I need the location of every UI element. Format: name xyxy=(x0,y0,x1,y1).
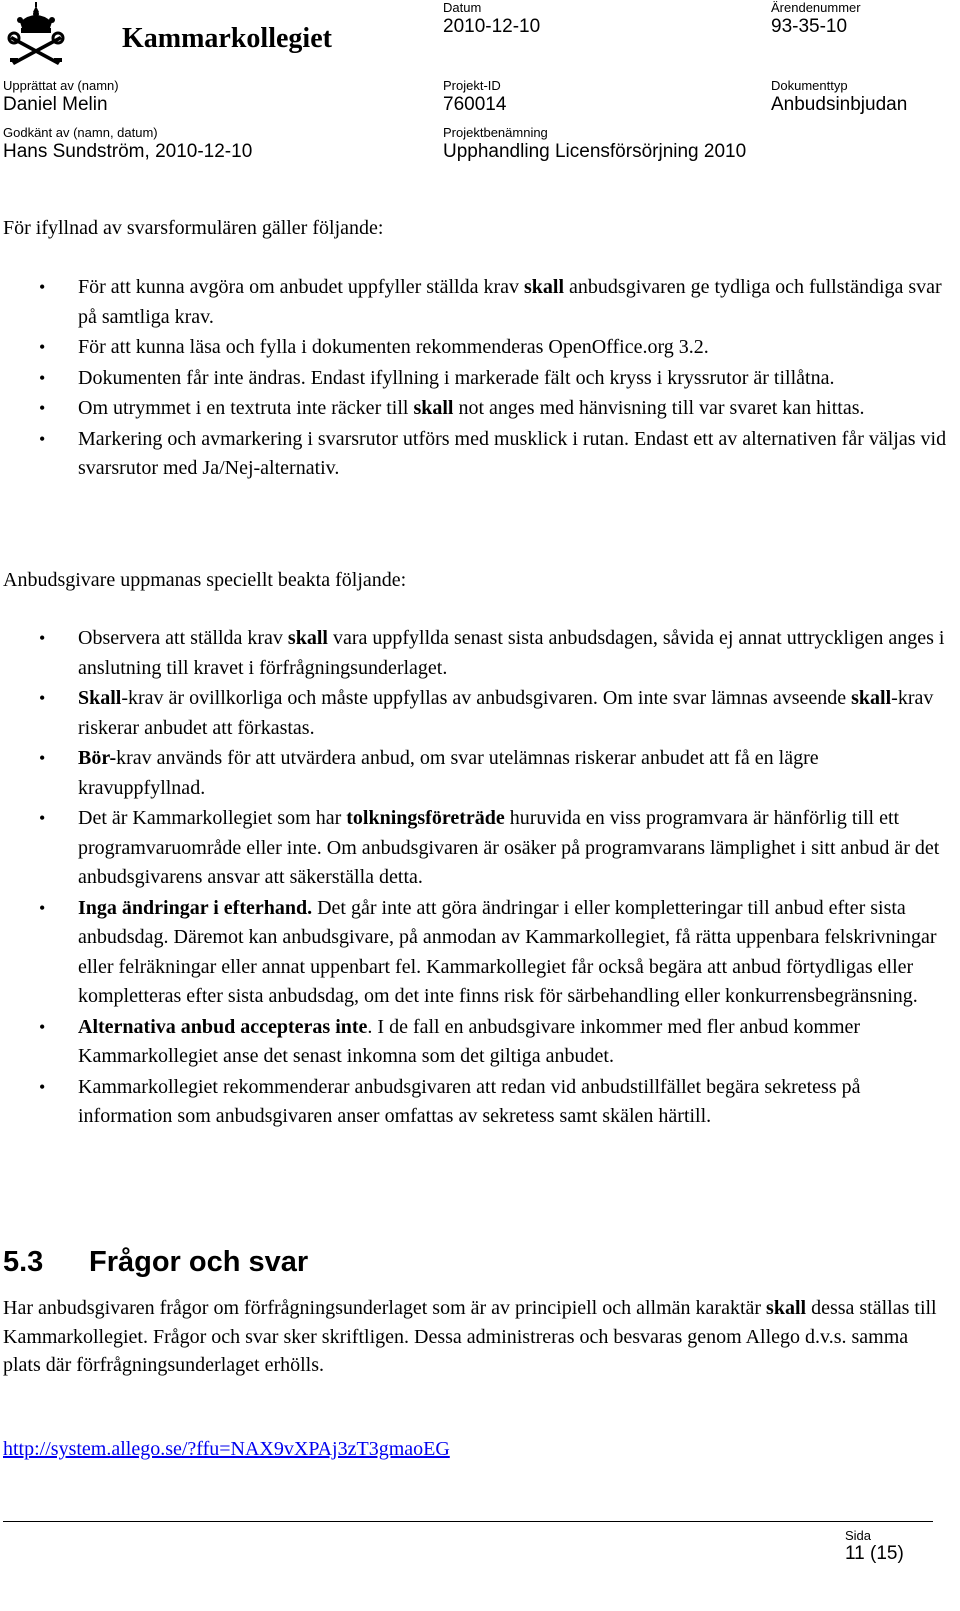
item-text-post: anbudsgivaren ge tydliga och fullständiga svar på samtliga krav. xyxy=(78,276,942,328)
dokumenttyp-value: Anbudsinbjudan xyxy=(771,94,908,115)
godkant-value: Hans Sundström, 2010-12-10 xyxy=(3,141,253,162)
section2-bullet-list xyxy=(0,624,960,1133)
logo-wordmark: Kammarkollegiet xyxy=(122,23,332,54)
header-arendenummer xyxy=(771,0,861,39)
list-item xyxy=(0,744,960,803)
item-text-pre: Markering och avmarkering i svarsrutor utförs med musklick i rutan. Endast ett av alternativen får väljas vid svarsrutor med Ja/Nej-alternativ. xyxy=(78,427,947,479)
item-text-bold: Inga ändringar i efterhand. xyxy=(78,896,313,919)
item-text-post: huruvida en viss programvara är hänförlig till ett programvaruområde eller inte. Om anbudsgivaren är osäker på programvarans lämplighet i sitt anbud är det anbudsgivarens ansvar att säkerställa detta. xyxy=(78,807,940,888)
datum-value: 2010-12-10 xyxy=(443,16,541,37)
datum-label: Datum xyxy=(443,0,482,15)
item-text-post: vara uppfyllda senast sista anbudsdagen, såvida ej annat uttryckligen anges i anslutning till kravet i förfrågningsunderlaget. xyxy=(78,627,945,679)
bullet-icon: • xyxy=(39,897,46,918)
item-text-pre: Dokumenten får inte ändras. Endast ifyllning i markerade fält och kryss i kryssrutor är tillåtna. xyxy=(78,366,835,389)
section-title: Frågor och svar xyxy=(89,1246,309,1278)
item-text-post: . I de fall en anbudsgivare inkommer med fler anbud kommer Kammarkollegiet anse det senast inkomna som det giltiga anbudet. xyxy=(78,1015,861,1067)
header-upprattat xyxy=(3,78,119,117)
para-bold: skall xyxy=(766,1297,807,1319)
arendenummer-value: 93-35-10 xyxy=(771,16,848,37)
bullet-icon: • xyxy=(39,1016,46,1037)
bullet-icon: • xyxy=(39,428,46,449)
projektbenamning-value: Upphandling Licensförsörjning 2010 xyxy=(443,141,747,162)
item-text-bold: Skall xyxy=(78,687,122,709)
section-number: 5.3 xyxy=(3,1246,44,1278)
footer-divider xyxy=(3,1521,933,1522)
item-text-pre: Observera att ställda krav xyxy=(78,627,288,649)
item-text-pre: För att kunna avgöra om anbudet uppfyller ställda krav xyxy=(78,276,524,298)
dokumenttyp-label: Dokumenttyp xyxy=(771,78,848,93)
section-heading xyxy=(3,1244,308,1280)
bullet-icon: • xyxy=(39,1076,46,1097)
bullet-icon: • xyxy=(39,337,46,357)
item-text-bold2: skall xyxy=(851,687,892,709)
page-number: 11 (15) xyxy=(845,1543,904,1564)
header-dokumenttyp xyxy=(771,78,907,117)
header-datum xyxy=(443,0,540,39)
item-text-bold: skall xyxy=(524,276,565,298)
bullet-icon: • xyxy=(39,367,46,388)
item-text-bold: Alternativa anbud accepteras inte xyxy=(78,1015,368,1038)
upprattat-value: Daniel Melin xyxy=(3,94,108,115)
item-text-post: not anges med hänvisning till var svaret kan hittas. xyxy=(453,397,865,419)
page-label: Sida xyxy=(845,1528,872,1543)
header-projektid xyxy=(443,78,506,117)
header-projektbenamning xyxy=(443,125,746,164)
list-item xyxy=(0,894,960,1012)
godkant-label: Godkänt av (namn, datum) xyxy=(3,125,158,140)
header-godkant xyxy=(3,125,252,164)
item-text-pre: Det är Kammarkollegiet som har xyxy=(78,807,347,829)
item-text-bold: Bör- xyxy=(78,747,117,769)
item-text-post: krav används för att utvärdera anbud, om svar utelämnas riskerar anbudet att få en lägre kravuppfyllnad. xyxy=(78,747,819,799)
projektbenamning-label: Projektbenämning xyxy=(443,125,548,140)
para-pre: Har anbudsgivaren frågor om förfrågningsunderlaget som är av principiell och allmän karaktär xyxy=(3,1297,767,1319)
item-text-pre: För att kunna läsa och fylla i dokumenten rekommenderas OpenOffice.org 3.2. xyxy=(78,336,709,358)
item-text-pre: Kammarkollegiet rekommenderar anbudsgivaren att redan vid anbudstillfället begära sekretess på information som anbudsgivaren anser omfattas av sekretess samt skälen härtill. xyxy=(78,1075,861,1127)
list-item xyxy=(0,1013,960,1072)
list-item xyxy=(0,1073,960,1132)
section3-paragraph xyxy=(3,1294,943,1380)
allego-link[interactable]: http://system.allego.se/?ffu=NAX9vXPAj3zT3gmaoEG xyxy=(3,1438,450,1460)
section1-bullet-list xyxy=(0,273,960,485)
list-item xyxy=(0,425,960,484)
arendenummer-label: Ärendenummer xyxy=(771,0,861,15)
projektid-label: Projekt-ID xyxy=(443,78,501,93)
list-item xyxy=(0,684,960,743)
section1-intro: För ifyllnad av svarsformulären gäller följande: xyxy=(3,217,384,239)
list-item xyxy=(0,364,960,394)
kammarkollegiet-logo xyxy=(6,2,346,68)
bullet-icon: • xyxy=(39,628,46,648)
bullet-icon: • xyxy=(39,808,46,828)
item-text-post2: -krav riskerar anbudet att förkastas. xyxy=(78,687,934,739)
list-item xyxy=(0,804,960,893)
item-text-bold: skall xyxy=(287,627,328,649)
item-text-post: Det går inte att göra ändringar i eller kompletteringar till anbud efter sista anbudsdag. Däremot kan anbudsgivare, på anmodan av Kammarkollegiet, få rätta uppenbara felskrivningar eller felräkningar eller annat uppenbart fel. Kammarkollegiet får också begära att anbud förtydligas eller kompletteras efter sista anbudsdag, om det inte finns risk för särbehandling eller konkurrensbegränsning. xyxy=(78,896,937,1007)
list-item xyxy=(0,333,960,363)
para-post: dessa ställas till Kammarkollegiet. Frågor och svar sker skriftligen. Dessa administreras och besvaras genom Allego d.v.s. samma plats där förfrågningsunderlaget erhölls. xyxy=(3,1297,937,1377)
list-item xyxy=(0,624,960,683)
item-text-bold: tolkningsföreträde xyxy=(346,807,505,829)
section2-intro: Anbudsgivare uppmanas speciellt beakta följande: xyxy=(3,569,407,591)
bullet-icon: • xyxy=(39,688,46,708)
item-text-pre: Om utrymmet i en textruta inte räcker till xyxy=(78,397,414,419)
upprattat-label: Upprättat av (namn) xyxy=(3,78,119,93)
bullet-icon: • xyxy=(39,748,46,768)
bullet-icon: • xyxy=(39,398,46,418)
item-text-bold: skall xyxy=(413,397,454,419)
item-text-post: -krav är ovillkorliga och måste uppfyllas av anbudsgivaren. Om inte svar lämnas avseende xyxy=(121,687,852,709)
bullet-icon: • xyxy=(39,277,46,297)
list-item xyxy=(0,273,960,332)
projektid-value: 760014 xyxy=(443,94,507,115)
list-item xyxy=(0,394,960,424)
